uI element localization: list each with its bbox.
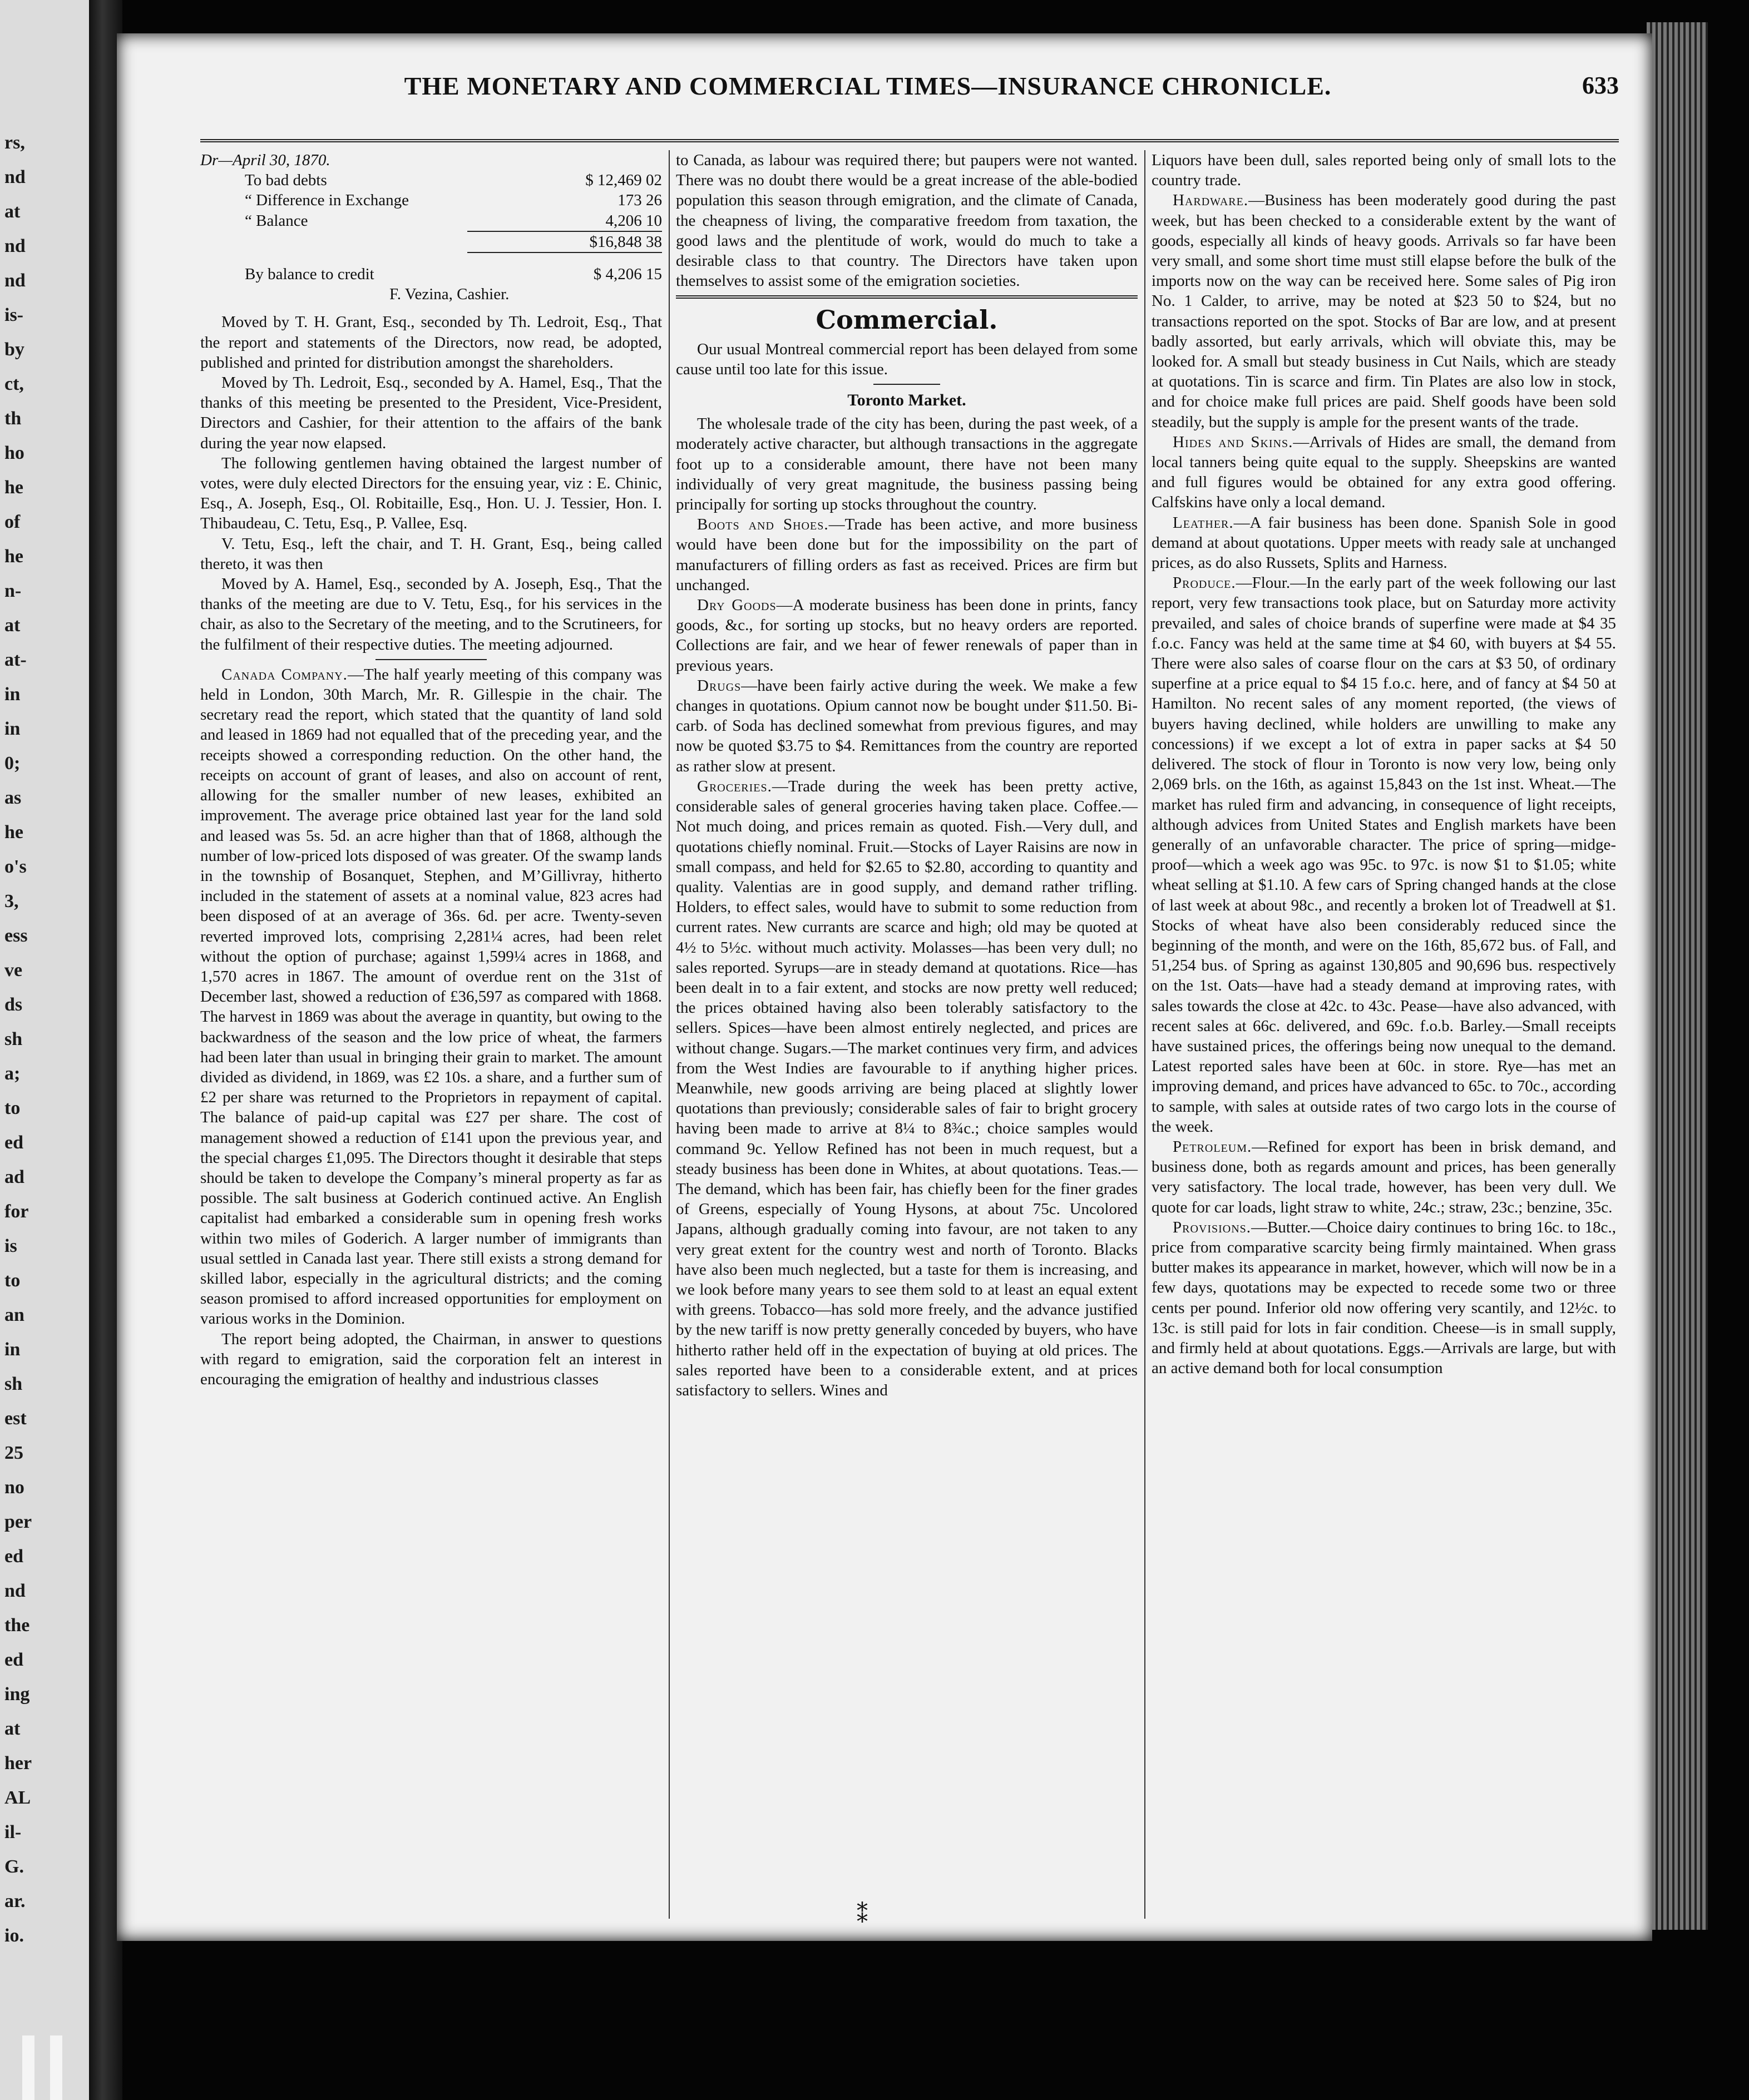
market-section [1152, 513, 1616, 573]
fringe-fragment: ve [4, 960, 23, 980]
fringe-fragment: nd [4, 270, 26, 291]
film-edge-marks [22, 2035, 89, 2100]
newspaper-page [117, 33, 1652, 1941]
fringe-fragment: ct, [4, 374, 24, 394]
section-lead: Boots and Shoes. [697, 516, 829, 534]
fringe-fragment: 25 [4, 1443, 23, 1463]
section-divider [873, 384, 940, 385]
fringe-fragment: 3, [4, 891, 19, 912]
printer-mark: ⁑ [857, 1903, 868, 1928]
fringe-fragment: he [4, 546, 23, 567]
paragraph: Moved by T. H. Grant, Esq., seconded by Th. Ledroit, Esq., That the report and statements of the Directors, now read, be adopted, published and printed for distribution amongst the shareholders. [200, 313, 662, 372]
market-section [1152, 1217, 1616, 1379]
fringe-fragment: io. [4, 1925, 24, 1946]
fringe-fragment: ad [4, 1167, 24, 1187]
section-text: —A moderate business has been done in prints, fancy goods, &c., for sorting up stocks, but no heavy orders are reported. Collections are fair, and we hear of fewer renewals of paper than in previous years. [676, 596, 1138, 675]
fringe-fragment: sh [4, 1374, 23, 1394]
fringe-fragment: in [4, 1339, 21, 1360]
paragraph: The wholesale trade of the city has been, during the past week, of a moderately active character, but although transactions in the aggregate foot up to a considerable amount, there have not been many individually of very great magnitude, the business passing being principally for sorting up stocks throughout the country. [676, 415, 1138, 514]
market-section [1152, 432, 1616, 513]
section-text: —Flour.—In the early part of the week following our last report, very few transactions took place, but on Saturday more activity prevailed, and sales of choice brands of superfine were made at $4 35 f.o.c. Fancy was held at the same time at $4 60, with buyers at $4 55. There were also sales of coarse flour on the cars at $3 50, of ordinary superfine at a price equal to $4 15 f.o.c. here, and of fancy at $4 50 at Hamilton. No recent sales of any moment reported, (the views of buyers having declined, while holders are unwilling to make any concessions) if we except a lot of extra in paper sacks at $4 50 delivered. The stock of flour in Toronto is now very low, being only 2,069 brls. on the 16th, as against 15,843 on the 1st inst. Wheat.—The market has ruled firm and advancing, in consequence of light receipts, although advices from United States and English markets have been generally of an unfavorable character. The price of spring—midge-proof—which a week ago was 95c. to 97c. is now $1 to $1.05; white wheat selling at $1.10. A few cars of Spring changed hands at the close of last week at about 98c., and recently a broken lot of Treadwell at $1. Stocks of wheat have also been considerably reduced since the beginning of the month, and were on the 16th, 85,672 bus. of Fall, and 51,254 bus. of Spring as against 130,805 and 90,696 bus. respectively on the 1st. Oats—have had a steady demand at improving rates, with sales towards the close at 42c. to 43c. Pease—have also advanced, with recent sales at 66c. delivered, and 69c. f.o.b. Barley.—Small receipts have sustained prices, the offerings being now unequal to the demand. Latest reported sales have been at 60c. in store. Rye—has met an improving demand, and prices have advanced to 65c. to 70c., according to sample, with sales at outside rates of two cargo lots in the course of the week. [1152, 574, 1616, 1136]
column-3 [1152, 150, 1616, 1378]
fringe-fragment: for [4, 1201, 29, 1222]
market-section [1152, 1137, 1616, 1217]
section-text: —Arrivals of Hides are small, the demand from local tanners being quite equal to the supply. Sheepskins are wanted and full figures would be obtained for any extra good offering. Calfskins have only a local demand. [1152, 433, 1616, 512]
section-lead: Groceries. [697, 777, 772, 795]
cashier-signature: F. Vezina, Cashier. [389, 285, 510, 304]
fringe-fragment: an [4, 1305, 24, 1325]
fringe-fragment: th [4, 408, 22, 429]
fringe-fragment: at [4, 1718, 21, 1739]
paragraph: V. Tetu, Esq., left the chair, and T. H. Grant, Esq., being called thereto, it was then [200, 534, 662, 573]
fringe-fragment: in [4, 719, 21, 739]
section-lead: Produce. [1173, 574, 1236, 592]
running-title: THE MONETARY AND COMMERCIAL TIMES—INSURANCE CHRONICLE. [404, 72, 1332, 100]
fringe-fragment: 0; [4, 753, 21, 774]
column-rule [1144, 150, 1145, 1919]
section-lead: Drugs [697, 676, 742, 695]
fringe-fragment: he [4, 477, 23, 498]
fringe-fragment: ho [4, 443, 24, 463]
account-row-label: To bad debts [245, 171, 327, 190]
column-2 [676, 150, 1138, 1400]
market-section [1152, 190, 1616, 432]
commercial-heading: Commercial. [816, 305, 998, 335]
fringe-fragment: per [4, 1512, 32, 1532]
fringe-fragment: G. [4, 1856, 24, 1877]
column-rule [669, 150, 670, 1919]
market-section [1152, 573, 1616, 1137]
account-row-amount: 4,206 10 [605, 211, 662, 230]
page-header [184, 71, 1619, 110]
section-text: —have been fairly active during the week. We make a few changes in quotations. Opium cannot now be bought under $11.50. Bi-carb. of Soda has declined somewhat from previous figures, and may now be quoted $3.75 to $4. Remittances from the country are reported as rather slow at present. [676, 676, 1138, 775]
fringe-fragment: is- [4, 305, 23, 325]
adjacent-page-fringe [0, 0, 95, 2100]
account-head: Dr—April 30, 1870. [200, 151, 330, 169]
fringe-fragment: AL [4, 1787, 31, 1808]
market-section [676, 776, 1138, 1400]
section-text: —Trade has been active, and more business would have been done but for the impossibility on the part of manufacturers of filling orders as fast as received. Prices are firm but unchanged. [676, 516, 1138, 594]
section-lead: Canada Company. [221, 665, 348, 684]
continuation-text: to Canada, as labour was required there; but paupers were not wanted. There was no doubt there would be a great increase of the able-bodied population this season through emigration, and the climate of Canada, the cheapness of living, the comparative freedom from taxation, the good laws and the plentitude of work, would do much to take a desirable class to that country. The Directors have taken upon themselves to assist some of the emigration societies. [676, 151, 1138, 290]
fringe-fragment: at [4, 201, 21, 222]
fringe-fragment: a; [4, 1063, 21, 1084]
section-lead: Dry Goods [697, 596, 777, 615]
paragraph: Moved by Th. Ledroit, Esq., seconded by A. Hamel, Esq., That the thanks of this meeting be presented to the President, Vice-President, Directors and Cashier, for their attention to the affairs of the bank during the year now elapsed. [200, 374, 662, 452]
fringe-fragment: of [4, 512, 21, 532]
fringe-fragment: to [4, 1270, 21, 1291]
section-text: —Butter.—Choice dairy continues to bring 16c. to 18c., price from comparative scarcity being firmly maintained. When grass butter makes its appearance in market, however, which will now be in a few days, quotations may be expected to recede some two or three cents per pound. Inferior old now offering very scantily, and 12½c. to 13c. is still paid for lots in fair condition. Cheese—is in small supply, and firmly held at about quotations. Eggs.—Arrivals are large, but with an active demand both for local consumption [1152, 1218, 1616, 1378]
fringe-fragment: nd [4, 236, 26, 256]
fringe-fragment: ar. [4, 1891, 26, 1911]
section-lead: Leather. [1173, 513, 1234, 532]
paragraph: The report being adopted, the Chairman, in answer to questions with regard to emigration, said the corporation felt an interest in encouraging the emigration of healthy and industrious classes [200, 1330, 662, 1388]
fringe-fragment: is [4, 1236, 17, 1256]
balance-label: By balance to credit [245, 265, 374, 284]
page-edges [1647, 22, 1708, 1930]
header-rule [200, 139, 1619, 142]
section-text: —Refined for export has been in brisk demand, and business done, both as regards amount and prices, has been generally very satisfactory. The local trade, however, has been very dull. We quote for car loads, light straw to white, 24c.; straw, 23c.; benzine, 35c. [1152, 1137, 1616, 1216]
paragraph: Moved by A. Hamel, Esq., seconded by A. Joseph, Esq., That the thanks of the meeting are due to V. Tetu, Esq., for his services in the chair, as also to the Secretary of the meeting, and to the Scrutineers, for the fulfilment of their respective duties. The meeting adjourned. [200, 575, 662, 653]
section-text: —A fair business has been done. Spanish Sole in good demand at about quotations. Upper meets with ready sale at unchanged prices, as do also Russets, Splits and Harness. [1152, 513, 1616, 572]
fringe-fragment: at [4, 615, 21, 636]
section-lead: Petroleum. [1173, 1137, 1252, 1156]
fringe-fragment: he [4, 822, 23, 843]
fringe-fragment: ing [4, 1684, 30, 1705]
fringe-fragment: rs, [4, 132, 25, 153]
section-text: —The half yearly meeting of this company was held in London, 30th March, Mr. R. Gillespie in the chair. The secretary read the report, which stated that the quantity of land sold and leased in 1869 had not equalled that of the preceding year, and the receipts showed a corresponding reduction. On the other hand, the receipts on account of grant of leases, and also on account of rent, allowing for the smaller number of new leases, exhibited an improvement. The average price obtained last year for the land sold and leased was 5s. 5d. an acre higher than that of 1868, although the number of low-priced lots disposed of was greater. Of the swamp lands in the township of Bosanquet, Stephen, and M’Gillivray, hitherto included in the statement of assets at a nominal value, 823 acres had been disposed of at an average of 36s. 6d. per acre. Twenty-seven reverted improved lots, comprising 2,281¼ acres, had been relet without the option of purchase; against 1,599¼ acres in 1868, and 1,570 acres in 1867. The amount of overdue rent on the 31st of December last, showed a reduction of £36,597 as compared with 1868. The harvest in 1869 was about the average in quantity, but owing to the backwardness of the season and the low price of wheat, the farmers had been later than usual in bringing their grain to market. The amount divided as dividend, in 1869, was £2 10s. a share, and a further sum of £2 per share was returned to the Proprietors in repayment of capital. The balance of paid-up capital was £27 per share. The cost of management showed a reduction of £141 upon the previous year, and the special charges £1,095. The Directors thought it desirable that steps should be taken to develope the Company’s mineral property as far as possible. The salt business at Goderich continued active. An English capitalist had embarked a considerable sum in opening fresh works within two miles of Goderich. A larger number of immigrants than usual settled in Canada last year. There still exists a strong demand for skilled labor, especially in the agricultural districts; and the coming season promised to afford increased opportunities for employment on various works in the Dominion. [200, 665, 662, 1328]
fringe-fragment: her [4, 1753, 32, 1774]
fringe-fragment: in [4, 684, 21, 705]
account-total: $16,848 38 [589, 232, 662, 251]
fringe-fragment: nd [4, 1581, 26, 1601]
section-lead: Hides and Skins. [1173, 433, 1293, 451]
page-number: 633 [1582, 72, 1619, 99]
market-section [676, 595, 1138, 676]
toronto-market-heading: Toronto Market. [847, 391, 966, 410]
section-divider [676, 295, 1138, 299]
fringe-fragment: n- [4, 581, 22, 601]
account-statement [200, 150, 662, 304]
section-text: —Trade during the week has been pretty active, considerable sales of general groceries having taken place. Coffee.—Not much doing, and prices remain as quoted. Fish.—Very dull, and quotations chiefly nominal. Fruit.—Stocks of Layer Raisins are now in small compass, and held for $2.65 to $2.80, according to quantity and quality. Valentias are in good supply, and demand rather trifling. Holders, to effect sales, would have to submit to some reduction from current rates. New currants are scarce and high; old may be quoted at 4½ to 5½c. without much activity. Molasses—has been very dull; no sales reported. Syrups—are in steady demand at quotations. Rice—has been dealt in to a fair extent, and stocks are now pretty well reduced; the prices obtained having also been tolerably satisfactory to the sellers. Spices—have been almost entirely neglected, and prices are without change. Sugars.—The market continues very firm, and advices from the West Indies are favourable to if anything higher prices. Meanwhile, new goods arriving are being placed at slightly lower quotations than previously; considerable sales of fair to bright grocery having been made to arrive at 8¼ to 8¾c.; choice samples would command 9c. Yellow Refined has not been in much request, but a steady business has been done in Whites, at about quotations. Teas.—The demand, which has been fair, has chiefly been for the finer grades of Greens, especially of Young Hysons, at about 75c. Uncolored Japans, although gradually coming into favour, are not taken to any very great extent for the country west and north of Toronto. Blacks have also been much neglected, but a taste for them is increasing, and we look before many years to see them sold to at least an equal extent with greens. Tobacco—has sold more freely, and the advance justified by the new tariff is now pretty generally conceded by buyers, who have hitherto rather held off in the expectation of buying at old prices. The sales reported have been to a considerable extent, and at prices satisfactory to sellers. Wines and [676, 777, 1138, 1399]
fringe-fragment: o's [4, 856, 27, 877]
fringe-fragment: to [4, 1098, 21, 1118]
balance-amount: $ 4,206 15 [593, 265, 662, 284]
fringe-fragment: at- [4, 650, 27, 670]
continuation-text: Liquors have been dull, sales reported being only of small lots to the country trade. [1152, 151, 1616, 190]
fringe-fragment: il- [4, 1822, 22, 1843]
section-lead: Hardware. [1173, 191, 1249, 210]
paragraph: Our usual Montreal commercial report has been delayed from some cause until too late for this issue. [676, 340, 1138, 378]
fringe-fragment: the [4, 1615, 30, 1636]
canada-company-article [200, 665, 662, 1329]
fringe-fragment: as [4, 788, 22, 808]
fringe-fragment: ed [4, 1650, 23, 1670]
market-section [676, 514, 1138, 595]
fringe-fragment: nd [4, 167, 26, 187]
fringe-fragment: est [4, 1408, 27, 1429]
account-row-amount: $ 12,469 02 [585, 171, 662, 190]
fringe-fragment: ed [4, 1546, 23, 1567]
market-section [676, 676, 1138, 776]
fringe-fragment: ed [4, 1132, 23, 1153]
fringe-fragment: no [4, 1477, 24, 1498]
fringe-fragment: by [4, 339, 24, 360]
fringe-fragment: ess [4, 925, 28, 946]
account-row-label: “ Balance [245, 211, 308, 230]
account-row-label: “ Difference in Exchange [245, 191, 409, 210]
column-1 [200, 150, 662, 1389]
account-row-amount: 173 26 [617, 191, 662, 210]
fringe-fragment: sh [4, 1029, 23, 1049]
section-text: —Business has been moderately good during the past week, but has been checked to a considerable extent by the want of goods, especially all kinds of heavy goods. Arrivals so far have been very small, and some short time must still elapse before the bulk of the imports now on the way can be received here. Some sales of Pig iron No. 1 Calder, to arrive, may be noted at $23 50 to $24, but no transactions reported on the spot. Stocks of Bar are low, and at present badly assorted, but early arrivals, which will obviate this, may be looked for. A small but steady business in Cut Nails, which are steady at quotations. Tin is scarce and firm. Tin Plates are also low in stock, and for choice make full prices are paid. Shelf goods have been sold steadily, but the supply is ample for the present wants of the trade. [1152, 191, 1616, 431]
section-divider [376, 659, 487, 660]
section-lead: Provisions. [1173, 1218, 1252, 1236]
paragraph: The following gentlemen having obtained the largest number of votes, were duly elected Directors for the ensuing year, viz : E. Chinic, Esq., A. Joseph, Esq., Ol. Robitaille, Esq., Hon. U. J. Tessier, Hon. I. Thibaudeau, C. Tetu, Esq., P. Vallee, Esq. [200, 454, 662, 533]
fringe-fragment: ds [4, 994, 23, 1015]
